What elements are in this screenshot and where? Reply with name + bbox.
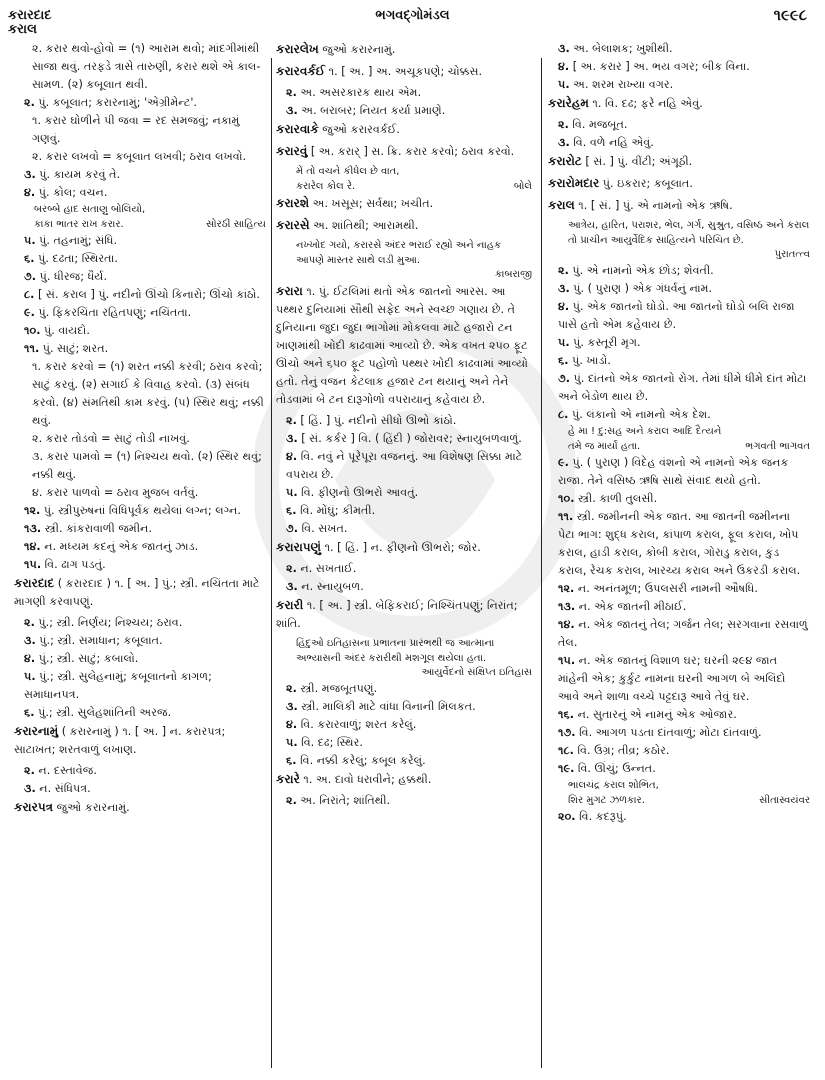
idiom-subentry: ૩. કરાર પામવો = (૧) નિશ્ચય થવો. (૨) સ્થિર થવું; નક્કી થવું.: [32, 450, 262, 481]
sense-number: ૧૪.: [558, 618, 575, 631]
definition-text: ન. એક જાતની મીઠાઈ.: [578, 600, 687, 613]
dictionary-entry: [14, 574, 266, 611]
sense-number: ૬.: [286, 754, 297, 767]
definition-text: વિ. દઢ; સ્થિર.: [301, 736, 363, 749]
definition-text: [ સં. ] પું. વીંટી; અંગૂઠી.: [585, 155, 693, 168]
definition-text: ૧. [ હિં. ] ન. ફીણનો ઊભરો; જોર.: [324, 541, 481, 554]
idiom-subentry: ૨. કરાર લખવો = કબૂલાત લખવી; ઠરાવ લખવો.: [32, 150, 247, 163]
definition-text: પું. કોલ; વચન.: [38, 186, 108, 199]
citation-quote: ભાલચંદ્ર કરાલ શોભિત,: [568, 780, 659, 791]
definition-text: વિ. કરારવાળું; શરત કરેલું.: [300, 718, 417, 731]
sense: [276, 520, 532, 538]
definition-text: વિ. સખત.: [301, 522, 348, 535]
sense: [276, 84, 532, 102]
column-divider: [271, 58, 272, 1068]
definition-text: પું.; સ્ત્રી. સુલેહશાંતિની અરજ.: [38, 706, 172, 719]
definition-text: ન. સ્નાયુબળ.: [301, 580, 364, 593]
definition-text: પું. ધીરજ; ધૈર્ય.: [39, 270, 108, 283]
sense: [14, 322, 266, 340]
definition-text: ન. સખતાઈ.: [300, 562, 357, 575]
definition-text: સ્ત્રી. મજબૂતપણું.: [300, 682, 378, 695]
sense: [14, 184, 266, 202]
sense-number: ૨.: [24, 96, 35, 109]
sense: [14, 286, 266, 304]
sense: [276, 578, 532, 596]
citation-quote: બરબ્બે હાદ સતાણુ બોલિયો,: [34, 204, 146, 215]
definition-text: [ સં. કરાલ ] પું. નદીનો ઊંચો કિનારો; ઊંચો કાંઠો.: [37, 288, 260, 301]
sense-number: ૫.: [286, 736, 298, 749]
citation-quote: [276, 179, 532, 194]
headword: કરારનામું: [14, 724, 59, 738]
definition-text: પું.; સ્ત્રી. સમાધાન; કબૂલાત.: [39, 634, 163, 647]
definition-text: જુઓ કરારનામું.: [322, 43, 396, 56]
citation-quote: મેં તો વચને કીધેલ છે વાત,: [296, 166, 400, 177]
sense: [276, 484, 532, 502]
definition-text: સ્ત્રી. કાંકરાવાળી જમીન.: [44, 522, 152, 535]
headword: કરાલ: [548, 198, 575, 212]
sense: [548, 508, 810, 580]
definition-text: પું. એ નામનો એક છોડ; શેવંતી.: [572, 264, 714, 277]
definition-text: સ્ત્રી. માલિકી માટે વાંધા વિનાની મિલકત.: [301, 700, 476, 713]
sense: [276, 412, 532, 430]
sense: [276, 430, 532, 448]
definition-text: ૧. [ અ. ] સ્ત્રી. બેફિકરાઈ; નિશ્ચિંતપણું; નિરાંત; શાંતિ.: [276, 599, 518, 630]
citation-quote: હે મા ! દુ:સહ અને કરાલ આદિ દૈત્યને: [568, 426, 722, 437]
sense-number: ૧૨.: [558, 582, 575, 595]
definition-text: વિ. ઢાગ પડતું.: [44, 558, 106, 571]
sense-number: ૧૪.: [24, 540, 41, 553]
definition-text: પું. લંકાનો એ નામનો એક દેશ.: [571, 408, 711, 421]
sense-number: ૩.: [286, 432, 298, 445]
definition-text: વિ. ઉગ્ર; તીવ્ર; કઠોર.: [577, 744, 670, 757]
citation-quote: [14, 217, 266, 232]
definition-text: ન. એક જાતનું વિશાળ ઘર; ઘરની ૨૯૪ જાત માંહેની એક; કુર્કુટ નામના ઘરની આગળ બે અલિંદો આવે અને શાળા વચ્ચે પટ્ટદારૂ આવે તેવું ઘર.: [558, 654, 786, 703]
sense: [14, 650, 266, 668]
sense-number: ૫.: [24, 670, 36, 683]
definition-text: ૧. [ અ. ] અ. અચૂકપણે; ચોક્કસ.: [328, 65, 483, 78]
definition-text: પું. દઢતા; સ્થિરતા.: [38, 252, 118, 265]
guide-word-secondary: કરાલ: [8, 22, 37, 37]
book-title: ભગવદ્ગોમંડલ: [375, 8, 450, 23]
sense: [276, 734, 532, 752]
definition-text: પું.; સ્ત્રી. નિર્ણય; નિશ્ચય; ઠરાવ.: [38, 616, 183, 629]
sense-number: ૬.: [286, 504, 297, 517]
column-3: [548, 40, 810, 826]
quote-line: કાકા ભાતર રાખ કરાર.: [34, 219, 124, 230]
sense-number: ૨૦.: [558, 810, 576, 823]
sense-number: ૪.: [24, 652, 36, 665]
headword: કરારશે: [276, 196, 310, 210]
sense: [548, 406, 810, 424]
citation-source: બોલે: [513, 181, 532, 192]
page-header: [0, 4, 825, 24]
citation-quote: [548, 439, 810, 454]
sense: [14, 166, 266, 184]
sense-number: ૬.: [24, 706, 35, 719]
definition-text: વિ. મજબૂત.: [572, 118, 628, 131]
sense: [548, 724, 810, 742]
headword: કરારા: [276, 284, 303, 298]
sense: [14, 668, 266, 704]
definition-text: વિ. ઊંચું; ઉન્નત.: [577, 762, 656, 775]
definition-text: ૧. પું. ઈટલિમાં થતો એક જાતનો આરસ. આ પથ્થર દુનિયામાં સૌથી સફેદ અને સ્વચ્છ ગણાય છે. તે દુનિયાના જુદા જુદા ભાગોમાં મોકલવા માટે હજારો ટન ખાણમાંથી ખોદી કાઢવામાં આવ્યો છે. એક વખત ૨૫૦ ફૂટ ઊંચો અને ૬૫૦ ફૂટ પહોળો પથ્થર ખોદી કાઢવામાં આવ્યો હતો. તેનું વજન કેટલાક હજાર ટન થયાનું અને તેને તોડવામાં બે ટન દારૂગોળો વપરાયાનું કહેવાય છે.: [276, 285, 528, 406]
definition-text: વિ. વળે નહિ એવું.: [573, 136, 654, 149]
citation-source: સીતાસ્વયંવર: [759, 795, 810, 806]
sense-number: ૭.: [24, 270, 37, 283]
sense: [276, 698, 532, 716]
definition-text: પું. એક જાતનો ઘોડો. આ જાતનો ઘોડો બલિ રાજા પાસે હતો એમ કહેવાય છે.: [558, 300, 795, 331]
definition-text: જુઓ કરારનામું.: [56, 801, 130, 814]
definition-text: અ. બરાબર; નિયત કર્યા પ્રમાણે.: [301, 104, 446, 117]
definition-text: ન. દસ્તાવેજ.: [38, 764, 97, 777]
headword: કરારદાદ: [14, 576, 55, 590]
sense: [548, 76, 810, 94]
sense: [548, 40, 810, 58]
definition-text: પું. ખાડો.: [572, 354, 611, 367]
definition-text: [ સં. કર્કર ] વિ. ( હિંદી ) જોરાવર; સ્નાયુબળવાળું.: [301, 432, 522, 445]
sense-number: ૭.: [286, 522, 299, 535]
dictionary-entry: [548, 94, 810, 113]
sense-number: ૧૨.: [24, 504, 41, 517]
headword: કરારવાકે: [276, 122, 319, 136]
definition-text: વિ. નક્કી કરેલું; કબૂલ કરેલું.: [300, 754, 426, 767]
quote-line: તમે જ માર્યાં હતા.: [568, 441, 641, 452]
definition-text: પું. વાયદો.: [44, 324, 90, 337]
sense: [548, 134, 810, 152]
sense: [548, 808, 810, 826]
sense-number: ૯.: [24, 306, 35, 319]
definition-text: ન. સુતારનું એ નામનું એક ઓજાર.: [577, 708, 737, 721]
sense-number: ૧૬.: [558, 708, 574, 721]
sense-number: ૫.: [558, 78, 570, 91]
sense: [548, 760, 810, 778]
column-2: [276, 40, 532, 810]
definition-text: અ. બેલાશક; ખુશીથી.: [573, 42, 673, 55]
sense: [14, 340, 266, 358]
dictionary-entry: [276, 770, 532, 789]
sense: [548, 298, 810, 334]
definition-text: વિ. નવું ને પૂરેપૂરા વજનનું. આ વિશેષણ સિક્કા માટે વપરાય છે.: [286, 450, 523, 481]
dictionary-entry: [276, 216, 532, 235]
definition-text: વિ. મોંઘું; કીમતી.: [300, 504, 376, 517]
sense: [548, 652, 810, 706]
headword: કરારલેખ: [276, 42, 319, 56]
sense-number: ૮.: [24, 288, 35, 301]
sense-number: ૧૮.: [558, 744, 574, 757]
sense: [276, 792, 532, 810]
sense-number: ૨.: [286, 414, 297, 427]
sense: [548, 352, 810, 370]
sense-number: ૩.: [24, 634, 36, 647]
sense: [14, 520, 266, 538]
dictionary-entry: [14, 798, 266, 817]
sense-number: ૧૯.: [558, 762, 575, 775]
dictionary-entry: [548, 152, 810, 171]
definition-text: પું. ( પુરાણ ) એક ગંધર્વનું નામ.: [573, 282, 713, 295]
sense-number: ૩.: [286, 580, 298, 593]
sense: [548, 490, 810, 508]
citation-quote: નખ્ખોદ ગયો, કરારસે અંદર ભરાઈ રહ્યો અને નાહક આપણે માસ્તર સાથે લડી મુઆ.: [296, 240, 501, 266]
sense-number: ૨.: [286, 86, 297, 99]
dictionary-entry: [548, 196, 810, 215]
sense: [276, 502, 532, 520]
dictionary-entry: [276, 142, 532, 161]
headword: કરારે: [276, 772, 300, 786]
definition-text: વિ. ફીણનો ઊભરો આવતું.: [301, 486, 419, 499]
column-1: [14, 40, 266, 820]
sense-number: ૨.: [286, 562, 297, 575]
sense-number: ૩.: [286, 700, 298, 713]
sense: [14, 94, 266, 112]
sense-number: ૧૫.: [558, 654, 576, 667]
sense-number: ૧૧.: [24, 342, 40, 355]
definition-text: પું. ફિકરચિંતા રહિતપણું; નચિંતતા.: [38, 306, 192, 319]
sense: [276, 680, 532, 698]
sense: [14, 556, 266, 574]
definition-text: વિ. આગળ પડતા દાંતવાળું; મોટા દાંતવાળું.: [579, 726, 762, 739]
sense: [548, 370, 810, 406]
definition-text: જુઓ કરારવર્કઈ.: [322, 123, 400, 136]
dictionary-entry: [276, 62, 532, 81]
sense-number: ૧૩.: [24, 522, 42, 535]
definition-text: પું. કબૂલાત; કરારનામું; 'એગ્રીમેન્ટ'.: [38, 96, 197, 109]
definition-text: અ. અસરકારક થાય એમ.: [300, 86, 422, 99]
sense-number: ૩.: [24, 782, 36, 795]
sense: [14, 614, 266, 632]
sense: [14, 304, 266, 322]
sense: [548, 598, 810, 616]
citation-source: કાબરાજી: [494, 269, 532, 280]
definition-text: પું. દાંતનો એક જાતનો રોગ. તેમાં ધીમે ધીમે દાંત મોટા અને બેડોળ થાય છે.: [558, 372, 807, 403]
definition-text: અ. શાંતિથી; આરામથી.: [313, 219, 419, 232]
definition-text: વિ. કદરૂપું.: [579, 810, 627, 823]
sense: [276, 560, 532, 578]
sense-number: ૪.: [558, 300, 570, 313]
sense-number: ૪.: [558, 60, 570, 73]
definition-text: પું. કાયમ કરવું તે.: [39, 168, 121, 181]
headword: કરારાપણું: [276, 540, 322, 554]
idiom-subentry: ૨. કરાર થવો-હોવો = (૧) આરામ થવો; માંદગીમાંથી સાજા થવું. તરફડે ત્રાસે તારુણી, કરાર થશે એ કાલ-સામળ. (૨) કબૂલાત થવી.: [32, 42, 261, 91]
sense: [14, 502, 266, 520]
definition-text: પું. તહનામું; સંધિ.: [39, 234, 118, 247]
sense: [548, 334, 810, 352]
dictionary-entry: [276, 282, 532, 409]
definition-text: પું. સાટું; શરત.: [42, 342, 109, 355]
definition-text: ન. સંધિપત્ર.: [39, 782, 91, 795]
dictionary-entry: [14, 722, 266, 759]
headword: કરારવું: [276, 144, 308, 158]
sense-number: ૧૩.: [558, 600, 576, 613]
quote-line: કરારેલ કોલ રે.: [296, 181, 356, 192]
sense: [548, 262, 810, 280]
sense-number: ૧૦.: [558, 492, 575, 505]
definition-text: સ્ત્રી. કાળી તુલસી.: [578, 492, 658, 505]
sense: [548, 742, 810, 760]
sense-number: ૧૧.: [558, 510, 574, 523]
sense: [14, 268, 266, 286]
sense-number: ૯.: [558, 456, 569, 469]
definition-text: પું.; સ્ત્રી. સુલેહનામું; કબૂલાતનો કાગળ; સમાધાનપત્ર.: [24, 670, 212, 701]
citation-quote: આત્રેય, હારિત, પરાશર, ભેલ, ગર્ગ, સુશ્રુત, વસિષ્ઠ અને કરાલ તો પ્રાચીન આયુર્વેદિક સાહિત્યને પરિચિત છે.: [568, 220, 810, 246]
idiom-subentry: ૪. કરાર પાળવો = ઠરાવ મુજબ વર્તવું.: [32, 486, 199, 499]
definition-text: ( ક઼રારદાદ ) ૧. [ અ. ] પું.; સ્ત્રી. નચિંતતા માટે માગણી કરવાપણું.: [14, 577, 260, 608]
sense: [548, 580, 810, 598]
sense-number: ૨.: [558, 264, 569, 277]
definition-text: અ. ખસૂસ; સર્વથા; ખચીત.: [312, 197, 434, 210]
idiom-subentry: ૧. કરાર કરવો = (૧) શરત નક્કી કરવી; ઠરાવ કરવો; સાટું કરવું. (૨) સગાઈ કે વિવાહ કરવો. (૩) સંબંધ કરવો. (૪) સંમતિથી કામ કરવું. (૫) સ્થિર થવું; નક્કી થવું.: [32, 360, 264, 427]
sense-number: ૧૦.: [24, 324, 41, 337]
sense-number: ૨.: [24, 764, 35, 777]
sense-number: ૪.: [286, 718, 298, 731]
sense-number: ૬.: [558, 354, 569, 367]
sense-number: ૫.: [558, 336, 570, 349]
sense-number: ૨.: [286, 794, 297, 807]
dictionary-entry: [548, 174, 810, 193]
sense-number: ૩.: [286, 104, 298, 117]
sense: [14, 704, 266, 722]
citation-quote: હિંદુઓ ઇતિહાસના પ્રભાતના પ્રારંભથી જ આત્માના અભ્યાસની અંદર કરારીથી મશગૂલ થયેલા હતા.: [296, 638, 495, 664]
sense-number: ૮.: [558, 408, 569, 421]
dictionary-entry: [276, 538, 532, 557]
sense-number: ૭.: [558, 372, 571, 385]
definition-text: ન. એક જાતનું તેલ; ગર્જન તેલ; સરગવાના રસવાળું તેલ.: [558, 618, 808, 649]
sense-number: ૫.: [286, 486, 298, 499]
sense: [14, 232, 266, 250]
definition-text: ૧. [ સં. ] પું. એ નામનો એક ઋષિ.: [578, 199, 733, 212]
sense-number: ૨.: [558, 118, 569, 131]
citation-source: આયુર્વેદનો સંક્ષિપ્ત ઇતિહાસ: [421, 667, 532, 678]
citation-source: પુરાતત્ત્વ: [774, 249, 810, 260]
definition-text: પું.; સ્ત્રી. સાટું; કબાલો.: [38, 652, 139, 665]
sense: [548, 454, 810, 490]
sense: [548, 280, 810, 298]
sense: [276, 448, 532, 484]
sense-number: ૨.: [24, 616, 35, 629]
sense: [276, 752, 532, 770]
sense-number: ૪.: [24, 186, 36, 199]
sense-number: ૧૭.: [558, 726, 576, 739]
citation-source: ભગવતી ભાગવત: [745, 441, 810, 452]
definition-text: ( ક઼રારનામું ) ૧. [ અ. ] ન. કરારપત્ર; સાટાખત; શરતવાળું લખાણ.: [14, 725, 226, 756]
definition-text: [ અ. કરાર ] અ. ભય વગર; બીક વિના.: [572, 60, 750, 73]
dictionary-entry: [276, 194, 532, 213]
sense: [276, 102, 532, 120]
headword: કરારી: [276, 598, 304, 612]
guide-word-left: કરારદાદ: [8, 8, 52, 23]
page-number: ૧૯૯૮: [773, 6, 807, 24]
definition-text: ન. અનંતમૂળ; ઉપલસરી નામની ઔષધિ.: [577, 582, 758, 595]
headword: કરારેહમ: [548, 96, 589, 110]
definition-text: પું. ઇકરાર; કબૂલાત.: [602, 177, 693, 190]
sense-number: ૩.: [558, 42, 570, 55]
definition-text: પું. ( પુરાણ ) વિદેહ વંશનો એ નામનો એક જનક રાજા. તેને વસિષ્ઠ ઋષિ સાથે સંવાદ થયો હતો.: [558, 456, 789, 487]
sense: [548, 58, 810, 76]
sense-number: ૩.: [558, 136, 570, 149]
sense: [14, 762, 266, 780]
definition-text: [ હિં. ] પું. નદીનો સીધો ઊભો કાંઠો.: [300, 414, 457, 427]
definition-text: ૧. અ. દાવો ધરાવીને; હક્કથી.: [303, 773, 432, 786]
dictionary-entry: [276, 40, 532, 59]
headword: કરારોમદાર: [548, 176, 600, 190]
definition-text: ન. મધ્યમ કદનું એક જાતનું ઝાડ.: [44, 540, 199, 553]
headword: કરારવર્કઈ: [276, 64, 326, 78]
sense: [14, 250, 266, 268]
sense-number: ૪.: [286, 450, 298, 463]
headword: કરારોટ: [548, 154, 582, 168]
sense: [548, 116, 810, 134]
headword: કરારસે: [276, 218, 310, 232]
idiom-subentry: ૧. કરાર ઘોળીને પી જવા = રદ સમજવું; નકામું ગણવું.: [32, 114, 240, 145]
definition-text: અ. શરમ રાખ્યા વગર.: [573, 78, 674, 91]
definition-text: અ. નિરાંતે; શાંતિથી.: [300, 794, 391, 807]
sense: [14, 538, 266, 556]
sense: [14, 780, 266, 798]
citation-source: સોરઠી સાહિત્ય: [206, 219, 266, 230]
sense-number: ૬.: [24, 252, 35, 265]
headword: કરારપત્ર: [14, 800, 53, 814]
dictionary-entry: [276, 596, 532, 633]
sense-number: ૩.: [24, 168, 36, 181]
definition-text: પું. કસ્તૂરી મૃગ.: [573, 336, 641, 349]
sense: [548, 706, 810, 724]
dictionary-entry: [276, 120, 532, 139]
definition-text: પું. સ્ત્રીપુરુષનાં વિધિપૂર્વક થયેલાં લગ્ન; લગ્ન.: [43, 504, 241, 517]
sense: [14, 632, 266, 650]
definition-text: સ્ત્રી. જમીનની એક જાત. આ જાતની જમીનના પેટા ભાગ: શુદ્ધ કરાલ, કાંપાળ કરાલ, ફૂલ કરાલ, ખોપ કરાલ, હાડી કરાલ, કોબી કરાલ, ગોરાડુ કરાલ, કુંડ કરાલ, રેચક કરાલ, ખારચ્ય કરાલ અને ઉકરડી કરાલ.: [558, 510, 801, 577]
sense-number: ૨.: [286, 682, 297, 695]
sense-number: ૫.: [24, 234, 36, 247]
sense: [276, 716, 532, 734]
definition-text: [ અ. કરાર્ ] સ. ક્રિ. કરાર કરવો; ઠરાવ કરવો.: [310, 145, 515, 158]
idiom-subentry: ૨. કરાર તોડવો = સાટું તોડી નાખવું.: [32, 432, 190, 445]
sense-number: ૩.: [558, 282, 570, 295]
sense: [548, 616, 810, 652]
column-divider: [541, 58, 542, 1068]
citation-quote: [548, 793, 810, 808]
quote-line: શિર મુગટ ઝળકાર.: [568, 795, 645, 806]
sense-number: ૧૫.: [24, 558, 42, 571]
definition-text: ૧. વિ. દઢ; ફરે નહિ એવું.: [592, 97, 703, 110]
